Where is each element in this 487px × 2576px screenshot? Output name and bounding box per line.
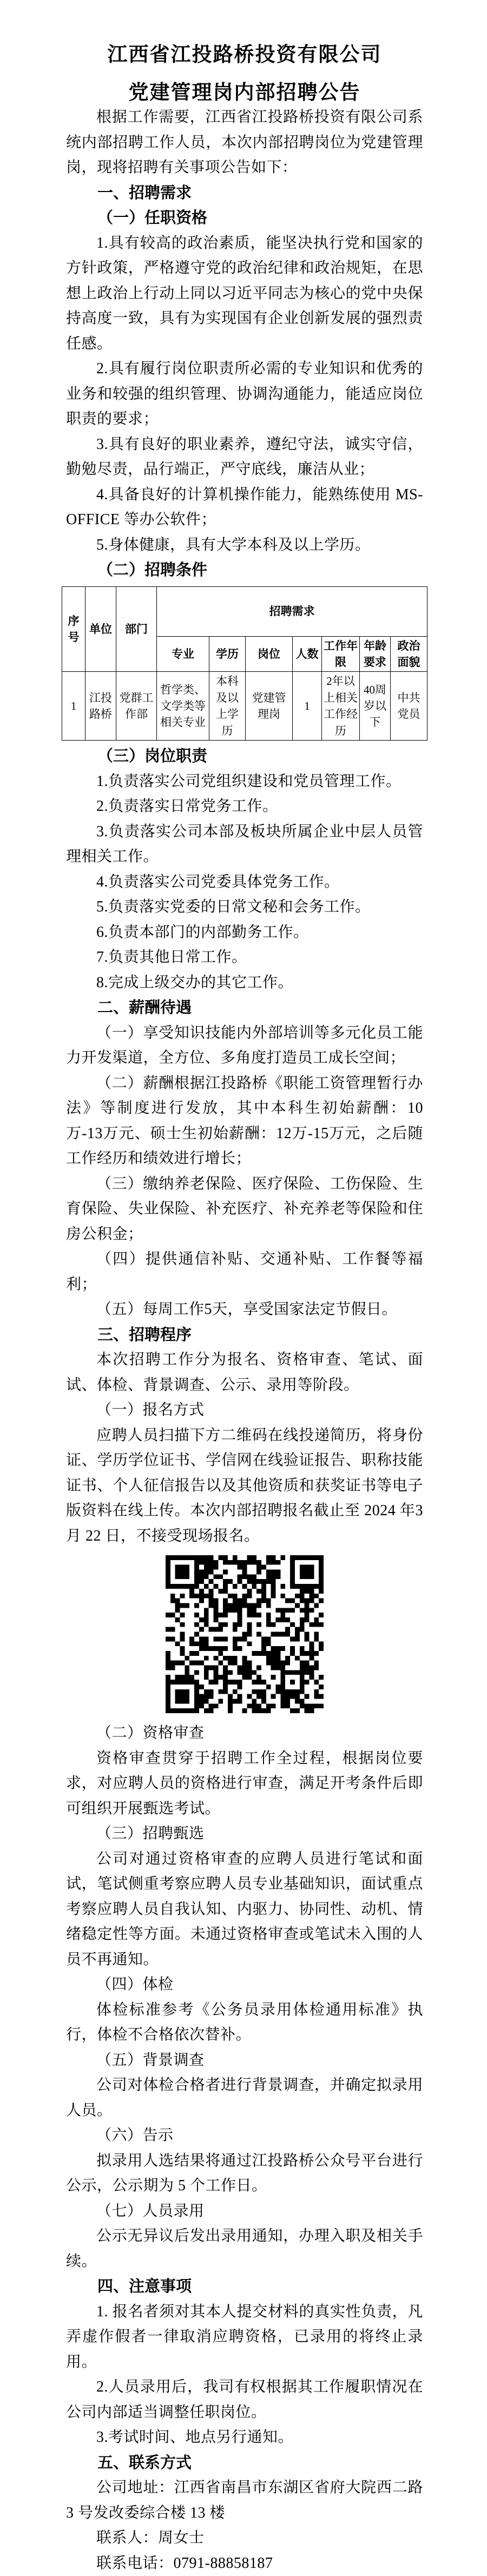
table-cell: 40周岁以下 [360, 672, 391, 741]
paragraph: 应聘人员扫描下方二维码在线投递简历，将身份证、学历学位证书、学信网在线验证报告、职称技能证书、个人征信报告以及其他资质和获奖证书等电子版资料在线上传。本次内部招聘报名截止至 2024 年3 月 22 日，不接受现场报名。 [66, 1423, 423, 1549]
table-header: 单位 [85, 586, 116, 672]
paragraph: 6.负责本部门的内部勤务工作。 [66, 920, 423, 946]
table-subheader: 人数 [293, 636, 322, 672]
table-cell: 江投路桥 [85, 672, 116, 741]
table-cell: 1 [293, 672, 322, 741]
table-subheader: 专业 [157, 636, 209, 672]
table-subheader: 学历 [209, 636, 246, 672]
section-heading: 三、招聘程序 [66, 1323, 423, 1348]
table-cell: 2年以上相关工作经历 [322, 672, 360, 741]
table-cell: 党建管理岗 [246, 672, 293, 741]
paragraph: 拟录用人选结果将通过江投路桥公众号平台进行公示，公示期为 5 个工作日。 [66, 2149, 423, 2199]
section-heading: （三）岗位职责 [66, 744, 423, 769]
intro-paragraph: 根据工作需要，江西省江投路桥投资有限公司系统内部招聘工作人员，本次内部招聘岗位为党建管理岗，现将招聘有关事项公告如下： [66, 105, 423, 181]
paragraph: 3.具有良好的职业素养，遵纪守法，诚实守信，勤勉尽责，品行端正，严守底线，廉洁从业； [66, 432, 423, 483]
paragraph: （四）提供通信补贴、交通补贴、工作餐等福利； [66, 1247, 423, 1297]
section-heading: 一、招聘需求 [66, 181, 423, 206]
paragraph: 2.负责落实日常党务工作。 [66, 794, 423, 820]
recruitment-conditions-table [62, 586, 427, 741]
paragraph: 3.负责落实公司本部及板块所属企业中层人员管理相关工作。 [66, 820, 423, 870]
paragraph: （五）每周工作5天，享受国家法定节假日。 [66, 1297, 423, 1323]
table-wrap [62, 586, 423, 741]
paragraph: 5.身体健康，具有大学本科及以上学历。 [66, 533, 423, 558]
paragraph: 联系人：周女士 [66, 2526, 423, 2551]
table-group-header: 招聘需求 [157, 586, 427, 636]
paragraph: （三）缴纳养老保险、医疗保险、工伤保险、生育保险、失业保险、补充医疗、补充养老等保险和住房公积金； [66, 1172, 423, 1247]
table-cell: 党群工作部 [116, 672, 157, 741]
sub-heading: （四）体检 [66, 1972, 423, 1998]
table-subheader: 政治面貌 [391, 636, 427, 672]
table-subheader: 岗位 [246, 636, 293, 672]
table-subheader: 工作年限 [322, 636, 360, 672]
paragraph: 公司地址：江西省南昌市东湖区省府大院西二路 3 号发改委综合楼 13 楼 [66, 2475, 423, 2526]
section-heading: 五、联系方式 [66, 2450, 423, 2476]
table-cell: 哲学类、文学类等相关专业 [157, 672, 209, 741]
paragraph: 4.负责落实公司党委具体党务工作。 [66, 870, 423, 895]
paragraph: 公司对通过资格审查的应聘人员进行笔试和面试，笔试侧重考察应聘人员专业基础知识，面试重点考察应聘人员自我认知、内驱力、协同性、动机、情绪稳定性等方面。未通过资格审查或笔试未入围的人员不再通知。 [66, 1847, 423, 1973]
section-heading: 二、薪酬待遇 [66, 995, 423, 1021]
company-title: 江西省江投路桥投资有限公司 [66, 43, 423, 67]
paragraph: 1.负责落实公司党组织建设和党员管理工作。 [66, 769, 423, 795]
paragraph: 2.人员录用后，我司有权根据其工作履职情况在公司内部适当调整任职岗位。 [66, 2375, 423, 2425]
paragraph: 体检标准参考《公务员录用体检通用标准》执行，体检不合格依次替补。 [66, 1998, 423, 2048]
qr-code-image [166, 1555, 324, 1713]
table-cell: 1 [62, 672, 85, 741]
announcement-title: 党建管理岗内部招聘公告 [66, 81, 423, 105]
paragraph: 资格审查贯穿于招聘工作全过程，根据岗位要求，对应聘人员的资格进行审查，满足开考条件后即可组织开展甄选考试。 [66, 1746, 423, 1822]
table-header: 序号 [62, 586, 85, 672]
paragraph: 5.负责落实党委的日常文秘和会务工作。 [66, 895, 423, 920]
paragraph: 1.具有较高的政治素质，能坚决执行党和国家的方针政策，严格遵守党的政治纪律和政治规矩，在思想上政治上行动上同以习近平同志为核心的党中央保持高度一致，具有为实现国有企业创新发展的强烈责任感。 [66, 231, 423, 357]
paragraph: 公示无异议后发出录用通知，办理入职及相关手续。 [66, 2224, 423, 2274]
paragraph: 联系电话：0791-88858187 [66, 2551, 423, 2576]
paragraph: 7.负责其他日常工作。 [66, 945, 423, 970]
sub-heading: （五）背景调查 [66, 2048, 423, 2073]
table-cell: 中共党员 [391, 672, 427, 741]
paragraph: 8.完成上级交办的其它工作。 [66, 970, 423, 996]
document-body [66, 181, 423, 2576]
paragraph: 公司对体检合格者进行背景调查，并确定拟录用人员。 [66, 2073, 423, 2123]
sub-heading: （三）招聘甄选 [66, 1821, 423, 1847]
table-cell: 本科及以上学历 [209, 672, 246, 741]
table-header: 部门 [116, 586, 157, 672]
section-heading: （二）招聘条件 [66, 558, 423, 583]
sub-heading: （七）人员录用 [66, 2199, 423, 2224]
table-subheader: 年龄要求 [360, 636, 391, 672]
paragraph: （二）薪酬根据江投路桥《职能工资管理暂行办法》等制度进行发放，其中本科生初始薪酬：10万-13万元、硕士生初始薪酬：12万-15万元，之后随工作经历和绩效进行增长； [66, 1071, 423, 1172]
section-heading: 四、注意事项 [66, 2274, 423, 2300]
sub-heading: （二）资格审查 [66, 1721, 423, 1746]
paragraph: 2.具有履行岗位职责所必需的专业知识和优秀的业务和较强的组织管理、协调沟通能力，能适应岗位职责的要求； [66, 356, 423, 432]
paragraph: 本次招聘工作分为报名、资格审查、笔试、面试、体检、背景调查、公示、录用等阶段。 [66, 1348, 423, 1398]
table-row [62, 672, 427, 741]
qr-code [66, 1555, 423, 1713]
paragraph: 1. 报名者须对其本人提交材料的真实性负责，凡弄虚作假者一律取消应聘资格，已录用的将终止录用。 [66, 2300, 423, 2375]
section-heading: （一）任职资格 [66, 206, 423, 231]
sub-heading: （一）报名方式 [66, 1398, 423, 1423]
sub-heading: （六）告示 [66, 2123, 423, 2149]
paragraph: 4.具备良好的计算机操作能力，能熟练使用 MS-OFFICE 等办公软件； [66, 483, 423, 533]
paragraph: （一）享受知识技能内外部培训等多元化员工能力开发渠道，全方位、多角度打造员工成长空间； [66, 1021, 423, 1071]
paragraph: 3.考试时间、地点另行通知。 [66, 2425, 423, 2450]
